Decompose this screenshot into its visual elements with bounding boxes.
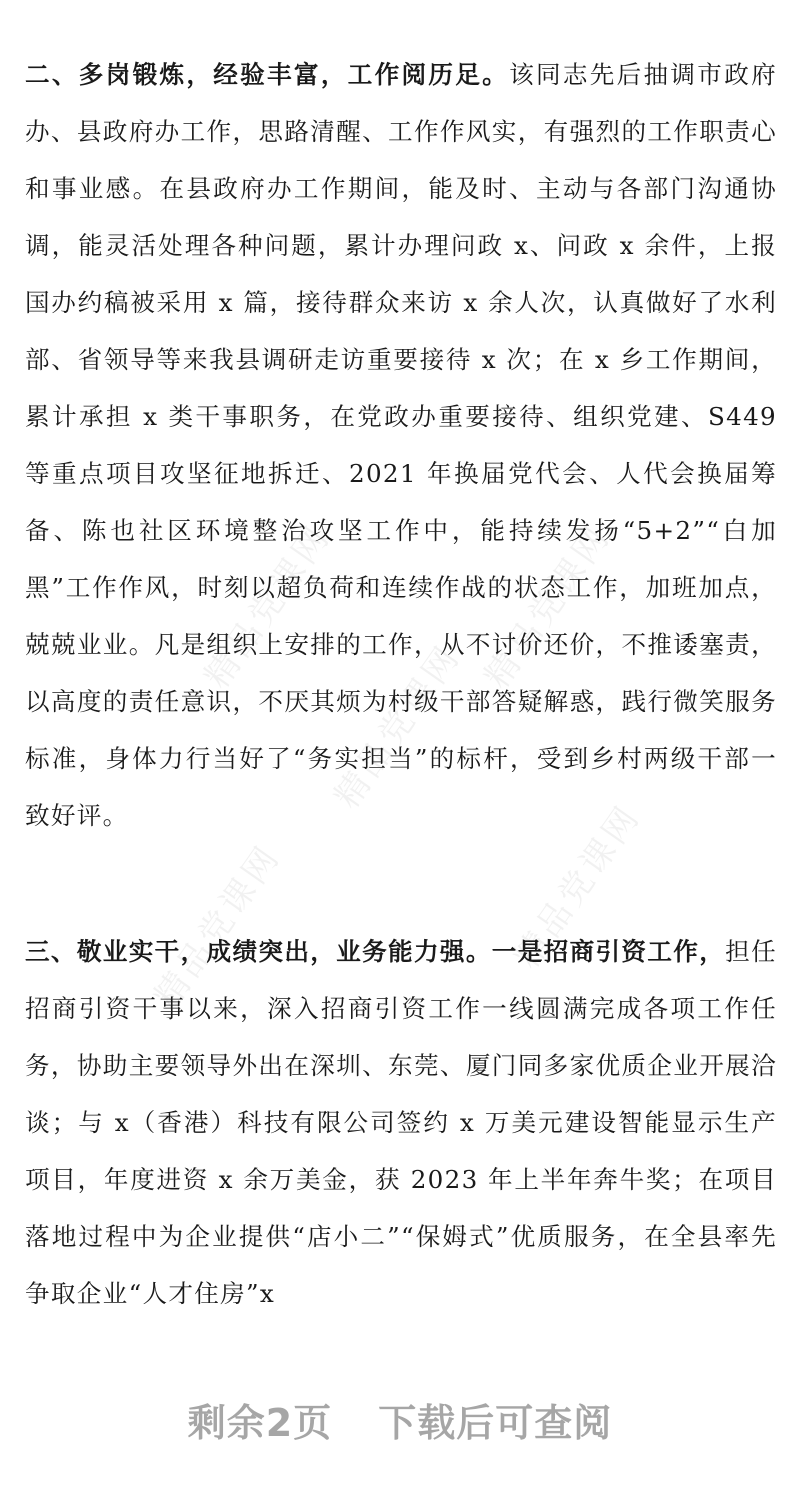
download-prompt[interactable] <box>0 1392 800 1447</box>
watermark: 精品党课网 <box>146 837 289 1016</box>
watermark: 精品党课网 <box>506 797 649 976</box>
section-3-paragraph <box>25 923 777 1322</box>
download-to-view-label: 下载后可查阅 <box>378 1401 613 1445</box>
section-2-paragraph <box>25 46 777 844</box>
remaining-pages-label: 剩余2页 <box>187 1401 333 1445</box>
section-2-heading: 二、多岗锻炼，经验丰富，工作阅历足。 <box>25 60 510 89</box>
section-2-body: 该同志先后抽调市政府办、县政府办工作，思路清醒、工作作风实，有强烈的工作职责心和事业感。在县政府办工作期间，能及时、主动与各部门沟通协调，能灵活处理各种问题，累计办理问政 x、问政 x 余件，上报国办约稿被采用 x 篇，接待群众来访 x 余人次，认真做好了水利部、省领导等来我县调研走访重要接待 x 次；在 x 乡工作期间，累计承担 x 类干事职务，在党政办重要接待、组织党建、S449 等重点项目攻坚征地拆迁、2021 年换届党代会、人代会换届筹备、陈也社区环境整治攻坚工作中，能持续发扬“5+2”“白加黑”工作作风，时刻以超负荷和连续作战的状态工作，加班加点，兢兢业业。凡是组织上安排的工作，从不讨价还价，不推诿塞责，以高度的责任意识，不厌其烦为村级干部答疑解惑，践行微笑服务标准，身体力行当好了“务实担当”的标杆，受到乡村两级干部一致好评。 <box>25 60 777 830</box>
section-3-body: 担任招商引资干事以来，深入招商引资工作一线圆满完成各项工作任务，协助主要领导外出在深圳、东莞、厦门同多家优质企业开展洽谈；与 x（香港）科技有限公司签约 x 万美元建设智能显示生产项目，年度进资 x 余万美金，获 2023 年上半年奔牛奖；在项目落地过程中为企业提供“店小二”“保姆式”优质服务，在全县率先争取企业“人才住房”x <box>25 937 777 1308</box>
watermark: 精品党课网 <box>326 637 469 816</box>
watermark: 精品党课网 <box>476 517 619 696</box>
watermark: 精品党课网 <box>196 517 339 696</box>
section-3-heading: 三、敬业实干，成绩突出，业务能力强。一是招商引资工作， <box>25 937 726 966</box>
